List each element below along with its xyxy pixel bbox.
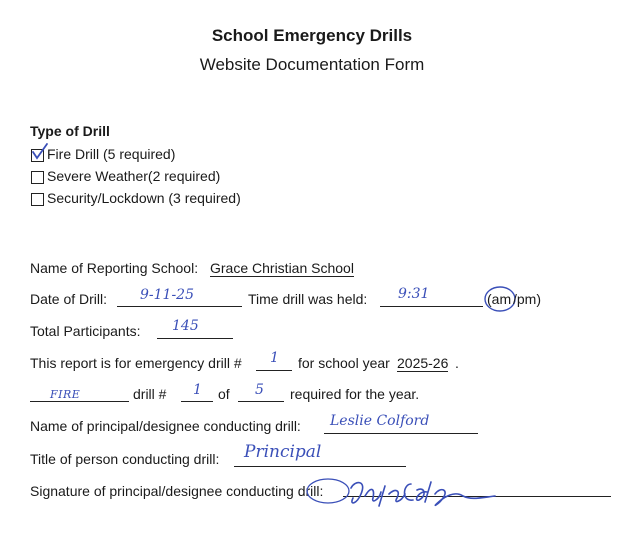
participants-field-line[interactable] <box>157 338 233 339</box>
severe-weather-checkbox[interactable] <box>31 171 44 184</box>
security-lockdown-label: Security/Lockdown (3 required) <box>47 190 241 206</box>
of-value: 5 <box>255 382 264 398</box>
signature-label: Signature of principal/designee conducting drill: <box>30 483 324 499</box>
drill-kind-value: FIRE <box>50 388 81 401</box>
participants-label: Total Participants: <box>30 323 141 339</box>
drill-kind-line[interactable] <box>30 401 129 402</box>
signature-scribble <box>345 476 505 516</box>
form-title: School Emergency Drills <box>211 26 413 45</box>
school-label: Name of Reporting School: <box>30 260 199 276</box>
form-subtitle: Website Documentation Form <box>199 55 425 74</box>
school-value[interactable]: Grace Christian School <box>210 260 354 276</box>
date-value: 9-11-25 <box>140 287 194 303</box>
date-label: Date of Drill: <box>30 291 108 307</box>
severe-weather-label: Severe Weather(2 required) <box>47 168 221 184</box>
report-drill-number-line[interactable] <box>256 370 292 371</box>
fire-drill-label: Fire Drill (5 required) <box>47 146 176 162</box>
date-field-line[interactable] <box>117 306 242 307</box>
report-label-a: This report is for emergency drill # <box>30 355 242 371</box>
title-value: Principal <box>244 442 322 462</box>
report-period: . <box>455 355 459 371</box>
drill-num-label: drill # <box>133 386 167 402</box>
title-label: Title of person conducting drill: <box>30 451 220 467</box>
time-value: 9:31 <box>398 286 430 302</box>
title-field-line[interactable] <box>234 466 406 467</box>
drill-circle-icon <box>306 478 350 504</box>
of-line[interactable] <box>238 401 284 402</box>
pm-option[interactable]: /pm) <box>513 291 541 307</box>
drill-num-value: 1 <box>193 382 202 398</box>
principal-label: Name of principal/designee conducting drill: <box>30 418 301 434</box>
principal-value: Leslie Colford <box>330 413 430 429</box>
drill-type-heading: Type of Drill <box>30 123 110 139</box>
report-drill-number: 1 <box>270 350 279 366</box>
principal-field-line[interactable] <box>324 433 478 434</box>
am-option[interactable]: (am <box>487 291 512 307</box>
school-year[interactable]: 2025-26 <box>397 355 449 371</box>
time-label: Time drill was held: <box>248 291 368 307</box>
drill-num-line[interactable] <box>181 401 213 402</box>
of-label: of <box>218 386 230 402</box>
time-field-line[interactable] <box>380 306 483 307</box>
security-lockdown-checkbox[interactable] <box>31 193 44 206</box>
participants-value: 145 <box>172 318 199 334</box>
required-label: required for the year. <box>290 386 420 402</box>
report-label-b: for school year <box>298 355 390 371</box>
